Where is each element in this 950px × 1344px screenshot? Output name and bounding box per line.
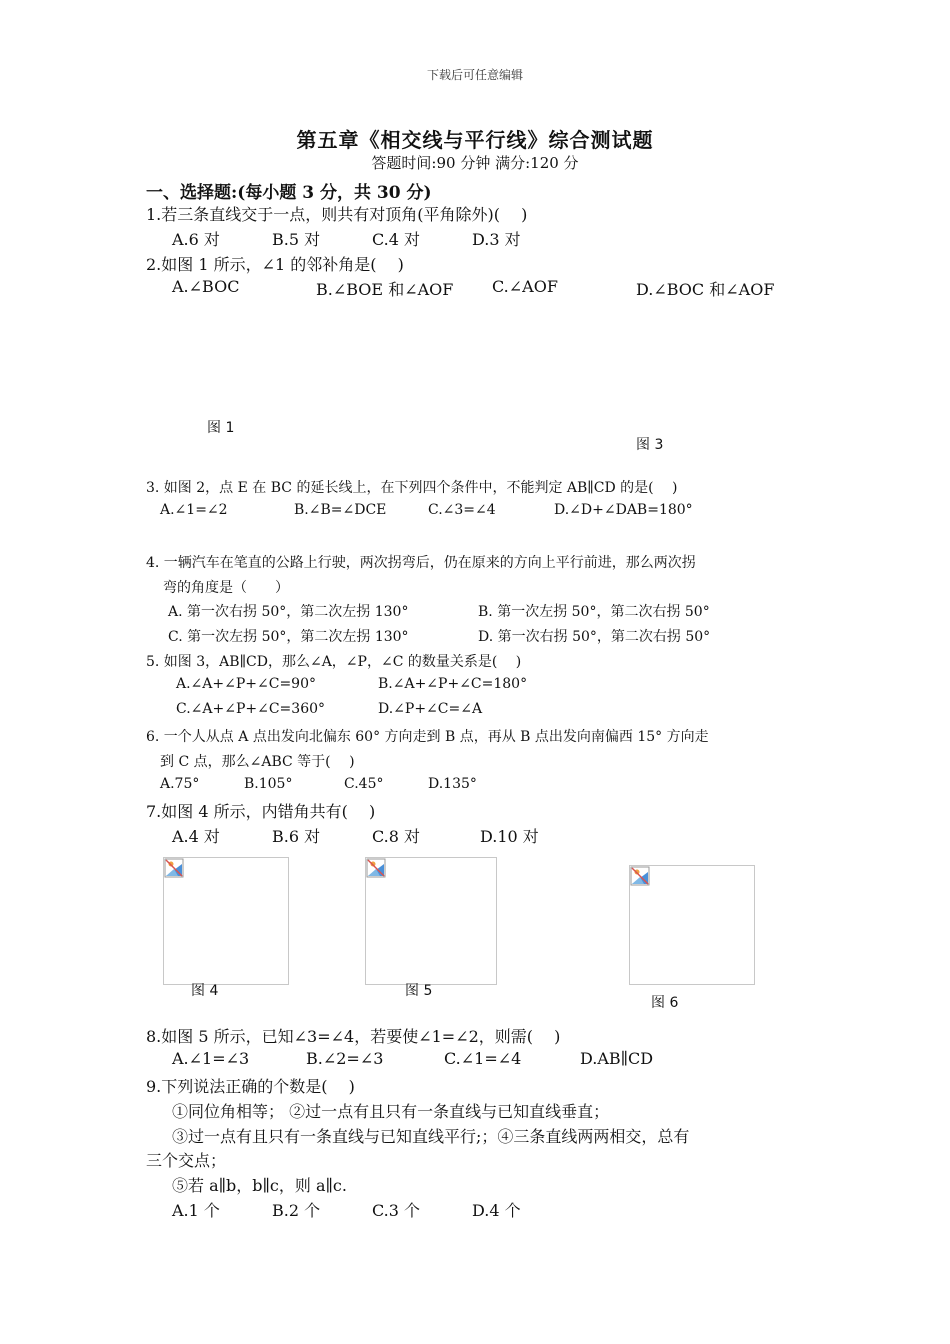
question-6-line-2: 到 C 点，那么∠ABC 等于( ) [160, 754, 355, 770]
question-3: 3. 如图 2，点 E 在 BC 的延长线上，在下列四个条件中，不能判定 AB∥CD 的是( ) [146, 480, 678, 496]
q1-option-c: C.4 对 [372, 230, 421, 249]
q1-option-b: B.5 对 [272, 230, 321, 249]
q5-option-b: B.∠A+∠P+∠C=180° [378, 676, 528, 692]
q1-option-a: A.6 对 [172, 230, 220, 249]
q5-option-d: D.∠P+∠C=∠A [378, 701, 483, 717]
q9-option-a: A.1 个 [172, 1201, 220, 1220]
question-2: 2.如图 1 所示，∠1 的邻补角是( ) [146, 255, 404, 274]
broken-image-icon [630, 866, 650, 886]
figure-3-caption: 图 3 [636, 437, 664, 453]
question-6-line-1: 6. 一个人从点 A 点出发向北偏东 60° 方向走到 B 点，再从 B 点出发向南偏西 15° 方向走 [146, 729, 709, 745]
q4-option-a: A. 第一次右拐 50°，第二次左拐 130° [168, 604, 409, 620]
figure-6-image [629, 865, 755, 985]
q3-option-a: A.∠1=∠2 [160, 502, 228, 518]
question-4-line-1: 4. 一辆汽车在笔直的公路上行驶，两次拐弯后，仍在原来的方向上平行前进，那么两次拐 [146, 555, 696, 571]
page-subtitle: 答题时间:90 分钟 满分:120 分 [371, 154, 579, 172]
q9-statement-3-4: ③过一点有且只有一条直线与已知直线平行;；④三条直线两两相交，总有 [172, 1127, 690, 1146]
q5-option-a: A.∠A+∠P+∠C=90° [176, 676, 316, 692]
figure-5-image [365, 857, 497, 985]
q9-option-d: D.4 个 [472, 1201, 521, 1220]
broken-image-icon [164, 858, 184, 878]
q2-option-c: C.∠AOF [492, 277, 558, 296]
q6-option-b: B.105° [244, 776, 293, 792]
figure-4-image [163, 857, 289, 985]
q7-option-d: D.10 对 [480, 827, 539, 846]
q4-option-c: C. 第一次左拐 50°，第二次左拐 130° [168, 629, 409, 645]
page-title: 第五章《相交线与平行线》综合测试题 [296, 128, 654, 152]
q9-option-c: C.3 个 [372, 1201, 421, 1220]
q1-option-d: D.3 对 [472, 230, 521, 249]
q9-statement-1-2: ①同位角相等； ②过一点有且只有一条直线与已知直线垂直； [172, 1102, 610, 1121]
question-5: 5. 如图 3，AB∥CD，那么∠A，∠P，∠C 的数量关系是( ) [146, 654, 522, 670]
q7-option-b: B.6 对 [272, 827, 321, 846]
section-heading: 一、选择题:(每小题 3 分，共 30 分) [146, 183, 432, 203]
figure-6-caption: 图 6 [651, 995, 679, 1011]
question-8: 8.如图 5 所示，已知∠3=∠4，若要使∠1=∠2，则需( ) [146, 1027, 561, 1046]
q8-option-a: A.∠1=∠3 [172, 1049, 250, 1068]
q9-statement-4-cont: 三个交点； [146, 1151, 227, 1170]
q2-option-a: A.∠BOC [172, 277, 240, 296]
q9-option-b: B.2 个 [272, 1201, 321, 1220]
q2-option-d: D.∠BOC 和∠AOF [636, 280, 775, 299]
q6-option-c: C.45° [344, 776, 384, 792]
q3-option-b: B.∠B=∠DCE [294, 502, 387, 518]
q7-option-a: A.4 对 [172, 827, 220, 846]
q3-option-c: C.∠3=∠4 [428, 502, 496, 518]
question-9: 9.下列说法正确的个数是( ) [146, 1077, 355, 1096]
broken-image-icon [366, 858, 386, 878]
q2-option-b: B.∠BOE 和∠AOF [316, 280, 454, 299]
q4-option-d: D. 第一次右拐 50°，第二次右拐 50° [478, 629, 711, 645]
figure-5-caption: 图 5 [405, 983, 433, 999]
q7-option-c: C.8 对 [372, 827, 421, 846]
q4-option-b: B. 第一次左拐 50°，第二次右拐 50° [478, 604, 710, 620]
q5-option-c: C.∠A+∠P+∠C=360° [176, 701, 326, 717]
q8-option-c: C.∠1=∠4 [444, 1049, 522, 1068]
question-7: 7.如图 4 所示，内错角共有( ) [146, 802, 376, 821]
question-4-line-2: 弯的角度是（ ） [163, 580, 289, 596]
figure-4-caption: 图 4 [191, 983, 219, 999]
page-header: 下载后可任意编辑 [426, 68, 523, 82]
figure-1-caption: 图 1 [207, 420, 235, 436]
q8-option-d: D.AB∥CD [580, 1049, 654, 1068]
question-1: 1.若三条直线交于一点，则共有对顶角(平角除外)( ) [146, 205, 528, 224]
q8-option-b: B.∠2=∠3 [306, 1049, 384, 1068]
q9-statement-5: ⑤若 a∥b，b∥c，则 a∥c. [172, 1176, 347, 1195]
q6-option-a: A.75° [160, 776, 200, 792]
q6-option-d: D.135° [428, 776, 477, 792]
q3-option-d: D.∠D+∠DAB=180° [554, 502, 693, 518]
